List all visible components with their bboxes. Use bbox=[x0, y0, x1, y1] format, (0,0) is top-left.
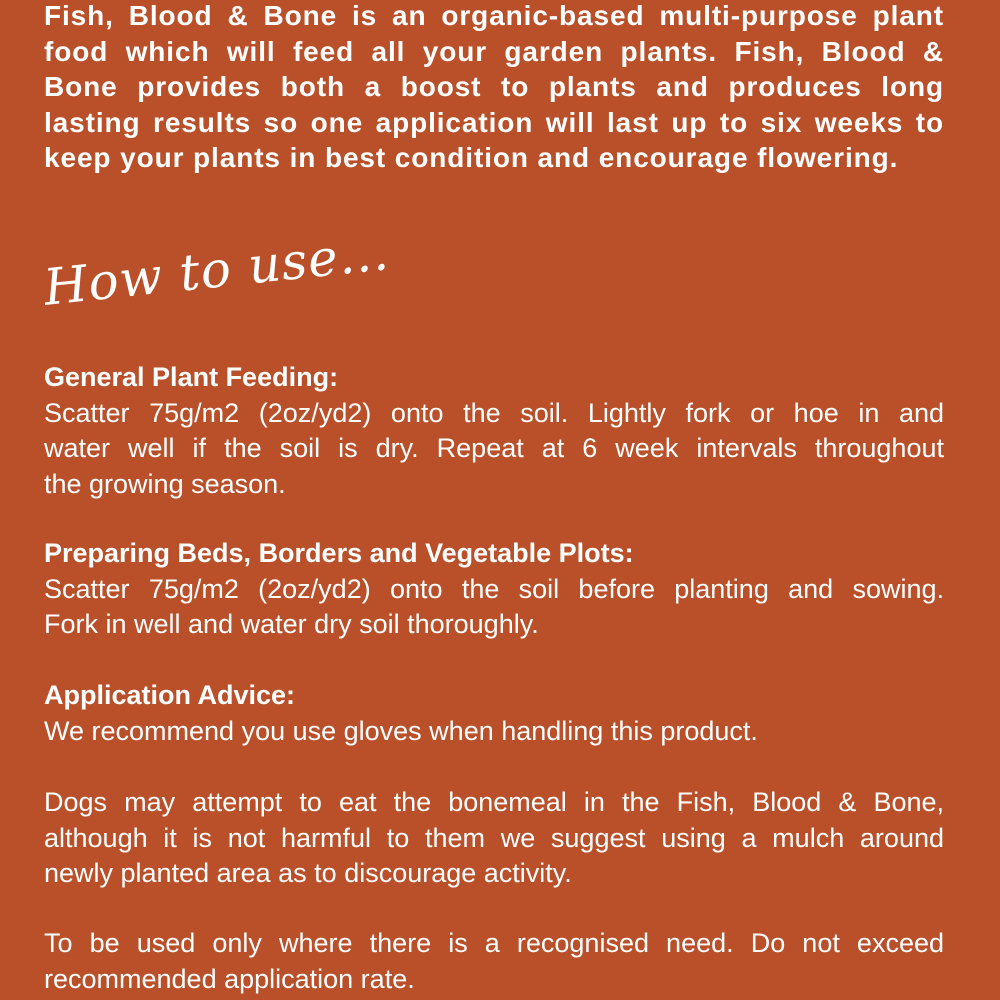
section-body bbox=[44, 785, 944, 892]
intro-line: Fish, Blood & Bone is an organic-based multi-purpose plant bbox=[44, 0, 944, 31]
intro-line: food which will feed all your garden plants. Fish, Blood & bbox=[44, 35, 944, 67]
section-heading: Preparing Beds, Borders and Vegetable Plots: bbox=[44, 538, 634, 568]
section-body bbox=[44, 396, 944, 503]
intro-paragraph bbox=[44, 0, 944, 176]
body-line: recommended application rate. bbox=[44, 963, 415, 994]
intro-line: keep your plants in best condition and encourage flowering. bbox=[44, 142, 899, 173]
section-heading: Application Advice: bbox=[44, 680, 296, 710]
section-heading: General Plant Feeding: bbox=[44, 362, 339, 392]
how-to-use-heading: How to use... bbox=[40, 222, 392, 317]
preparing-beds-section bbox=[44, 536, 944, 643]
intro-line: lasting results so one application will last up to six weeks to bbox=[44, 106, 944, 138]
body-line: Scatter 75g/m2 (2oz/yd2) onto the soil before planting and sowing. bbox=[44, 573, 944, 604]
general-plant-feeding-section bbox=[44, 360, 944, 502]
body-line: although it is not harmful to them we suggest using a mulch around bbox=[44, 822, 944, 853]
application-advice-section bbox=[44, 678, 944, 749]
body-line: newly planted area as to discourage activity. bbox=[44, 858, 572, 888]
section-body bbox=[44, 572, 944, 643]
dogs-warning-section bbox=[44, 785, 944, 892]
body-line: To be used only where there is a recognised need. Do not exceed bbox=[44, 928, 944, 958]
section-body bbox=[44, 714, 944, 750]
recognised-need-section bbox=[44, 926, 944, 997]
body-line: Fork in well and water dry soil thoroughly. bbox=[44, 609, 539, 639]
body-line: water well if the soil is dry. Repeat at 6 week intervals throughout bbox=[44, 433, 944, 463]
body-line: We recommend you use gloves when handling this product. bbox=[44, 715, 758, 746]
section-body bbox=[44, 926, 944, 997]
body-line: Scatter 75g/m2 (2oz/yd2) onto the soil. Lightly fork or hoe in and bbox=[44, 397, 944, 428]
intro-line: Bone provides both a boost to plants and produces long bbox=[44, 71, 944, 102]
body-line: Dogs may attempt to eat the bonemeal in the Fish, Blood & Bone, bbox=[44, 787, 944, 817]
body-line: the growing season. bbox=[44, 468, 286, 499]
